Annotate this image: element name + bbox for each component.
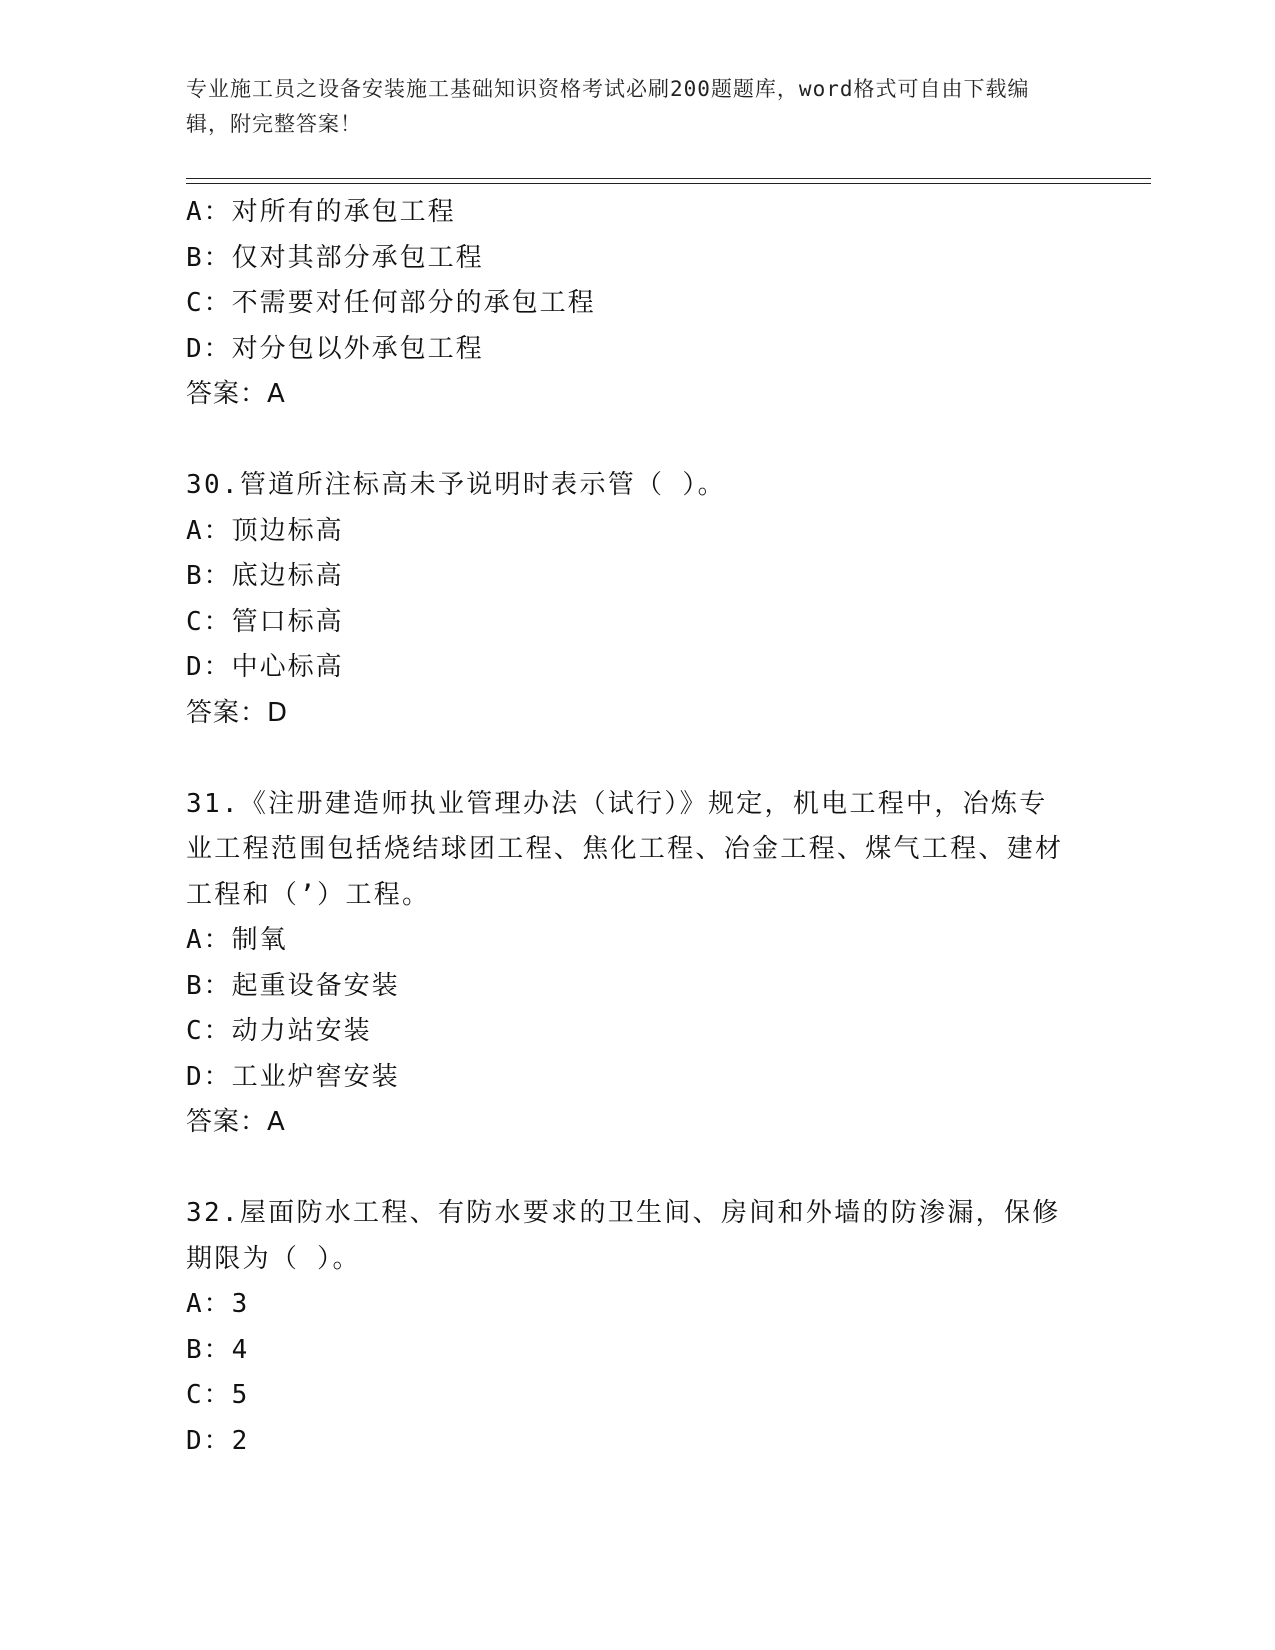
option-c: C：管口标高 <box>186 606 344 637</box>
option-b: B：4 <box>186 1334 250 1365</box>
option-a: A：顶边标高 <box>186 515 344 546</box>
spacer <box>186 418 1066 464</box>
option-b: B：底边标高 <box>186 561 344 591</box>
answer: 答案：D <box>186 697 289 728</box>
option-c: C：5 <box>186 1380 250 1410</box>
spacer <box>186 1146 1066 1192</box>
option-a: A：3 <box>186 1289 250 1319</box>
spacer <box>186 736 1066 782</box>
question-stem: 32.屋面防水工程、有防水要求的卫生间、房间和外墙的防渗漏，保修期限为（ ）。 <box>186 1198 1061 1274</box>
header-rule-top <box>186 178 1151 179</box>
option-d: D：工业炉窖安装 <box>186 1061 400 1092</box>
answer: 答案：A <box>186 379 286 409</box>
question-30 <box>186 463 1066 736</box>
question-32 <box>186 1191 1066 1464</box>
question-29-continued <box>186 190 1066 418</box>
question-stem: 30.管道所注标高未予说明时表示管（ ）。 <box>186 470 726 500</box>
question-31 <box>186 782 1066 1146</box>
answer: 答案：A <box>186 1107 286 1137</box>
header-rule-bottom <box>186 183 1151 184</box>
option-c: C：动力站安装 <box>186 1016 372 1046</box>
document-header: 专业施工员之设备安装施工基础知识资格考试必刷200题题库，word格式可自由下载编辑，附完整答案！ <box>186 77 1030 136</box>
option-a: A：对所有的承包工程 <box>186 197 456 227</box>
option-d: D：对分包以外承包工程 <box>186 333 484 364</box>
question-list <box>186 190 1066 1464</box>
option-d: D：中心标高 <box>186 652 344 682</box>
option-c: C：不需要对任何部分的承包工程 <box>186 288 596 318</box>
option-d: D：2 <box>186 1425 250 1456</box>
option-a: A：制氧 <box>186 925 288 955</box>
option-b: B：起重设备安装 <box>186 970 400 1001</box>
option-b: B：仅对其部分承包工程 <box>186 242 484 273</box>
question-stem: 31.《注册建造师执业管理办法（试行）》规定，机电工程中，冶炼专业工程范围包括烧结球团工程、焦化工程、冶金工程、煤气工程、建材工程和（’）工程。 <box>186 788 1064 910</box>
